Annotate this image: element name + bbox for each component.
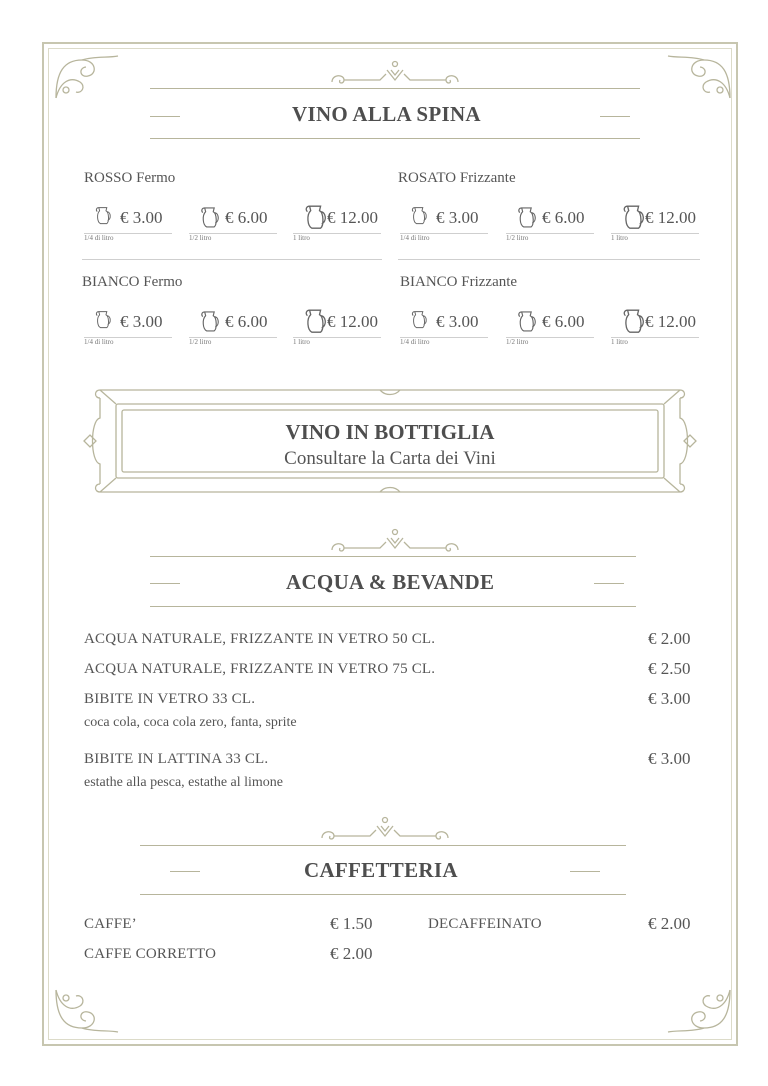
size-label: 1/2 litro: [506, 338, 529, 346]
flourish-icon: [320, 816, 450, 844]
carafe-icon: [516, 310, 541, 333]
beverage-description: estathe alla pesca, estathe al limone: [84, 775, 284, 790]
size-label: 1/2 litro: [189, 234, 212, 242]
bottle-wine-title: VINO IN BOTTIGLIA: [285, 420, 495, 444]
size-label: 1 litro: [293, 338, 310, 346]
coffee-name: CAFFE CORRETTO: [84, 946, 217, 962]
wine-price: € 3.00: [436, 208, 479, 227]
beverage-name: ACQUA NATURALE, FRIZZANTE IN VETRO 75 CL.: [84, 661, 436, 677]
size-label: 1/2 litro: [189, 338, 212, 346]
coffee-price: € 1.50: [330, 914, 373, 933]
beverage-name: ACQUA NATURALE, FRIZZANTE IN VETRO 50 CL.: [84, 631, 436, 647]
carafe-icon: [94, 206, 115, 225]
wine-price: € 3.00: [120, 312, 163, 331]
wine-price: € 12.00: [645, 208, 696, 227]
corner-scroll-icon: [664, 52, 734, 102]
beverage-price: € 3.00: [648, 689, 691, 708]
section-title: VINO ALLA SPINA: [292, 102, 481, 126]
size-label: 1/4 di litro: [400, 338, 430, 346]
wine-name: BIANCO Fermo: [82, 274, 183, 290]
wine-price: € 6.00: [225, 208, 268, 227]
wine-price: € 6.00: [225, 312, 268, 331]
size-label: 1/4 di litro: [400, 234, 430, 242]
corner-scroll-icon: [52, 52, 122, 102]
flourish-icon: [330, 60, 460, 88]
carafe-icon: [94, 310, 115, 329]
carafe-icon: [410, 206, 431, 225]
corner-scroll-icon: [52, 986, 122, 1036]
size-label: 1/2 litro: [506, 234, 529, 242]
section-title: CAFFETTERIA: [304, 858, 458, 882]
coffee-name: CAFFE’: [84, 916, 137, 932]
carafe-icon: [410, 310, 431, 329]
wine-price: € 6.00: [542, 208, 585, 227]
carafe-icon: [516, 206, 541, 229]
wine-price: € 12.00: [327, 312, 378, 331]
beverage-description: coca cola, coca cola zero, fanta, sprite: [84, 715, 297, 730]
coffee-price: € 2.00: [330, 944, 373, 963]
section-title: ACQUA & BEVANDE: [286, 570, 495, 594]
beverage-price: € 3.00: [648, 749, 691, 768]
size-label: 1 litro: [293, 234, 310, 242]
corner-scroll-icon: [664, 986, 734, 1036]
beverage-name: BIBITE IN LATTINA 33 CL.: [84, 751, 269, 767]
flourish-icon: [330, 528, 460, 556]
size-label: 1 litro: [611, 338, 628, 346]
wine-name: ROSATO Frizzante: [398, 170, 516, 186]
bottle-wine-subtitle: Consultare la Carta dei Vini: [284, 448, 496, 469]
wine-price: € 3.00: [120, 208, 163, 227]
beverage-price: € 2.50: [648, 659, 691, 678]
coffee-price: € 2.00: [648, 914, 691, 933]
wine-price: € 12.00: [327, 208, 378, 227]
carafe-icon: [199, 310, 224, 333]
wine-name: BIANCO Frizzante: [400, 274, 518, 290]
coffee-name: DECAFFEINATO: [428, 916, 542, 932]
size-label: 1 litro: [611, 234, 628, 242]
beverage-name: BIBITE IN VETRO 33 CL.: [84, 691, 256, 707]
beverage-price: € 2.00: [648, 629, 691, 648]
size-label: 1/4 di litro: [84, 338, 114, 346]
size-label: 1/4 di litro: [84, 234, 114, 242]
wine-name: ROSSO Fermo: [84, 170, 176, 186]
carafe-icon: [199, 206, 224, 229]
wine-price: € 6.00: [542, 312, 585, 331]
wine-price: € 12.00: [645, 312, 696, 331]
wine-price: € 3.00: [436, 312, 479, 331]
